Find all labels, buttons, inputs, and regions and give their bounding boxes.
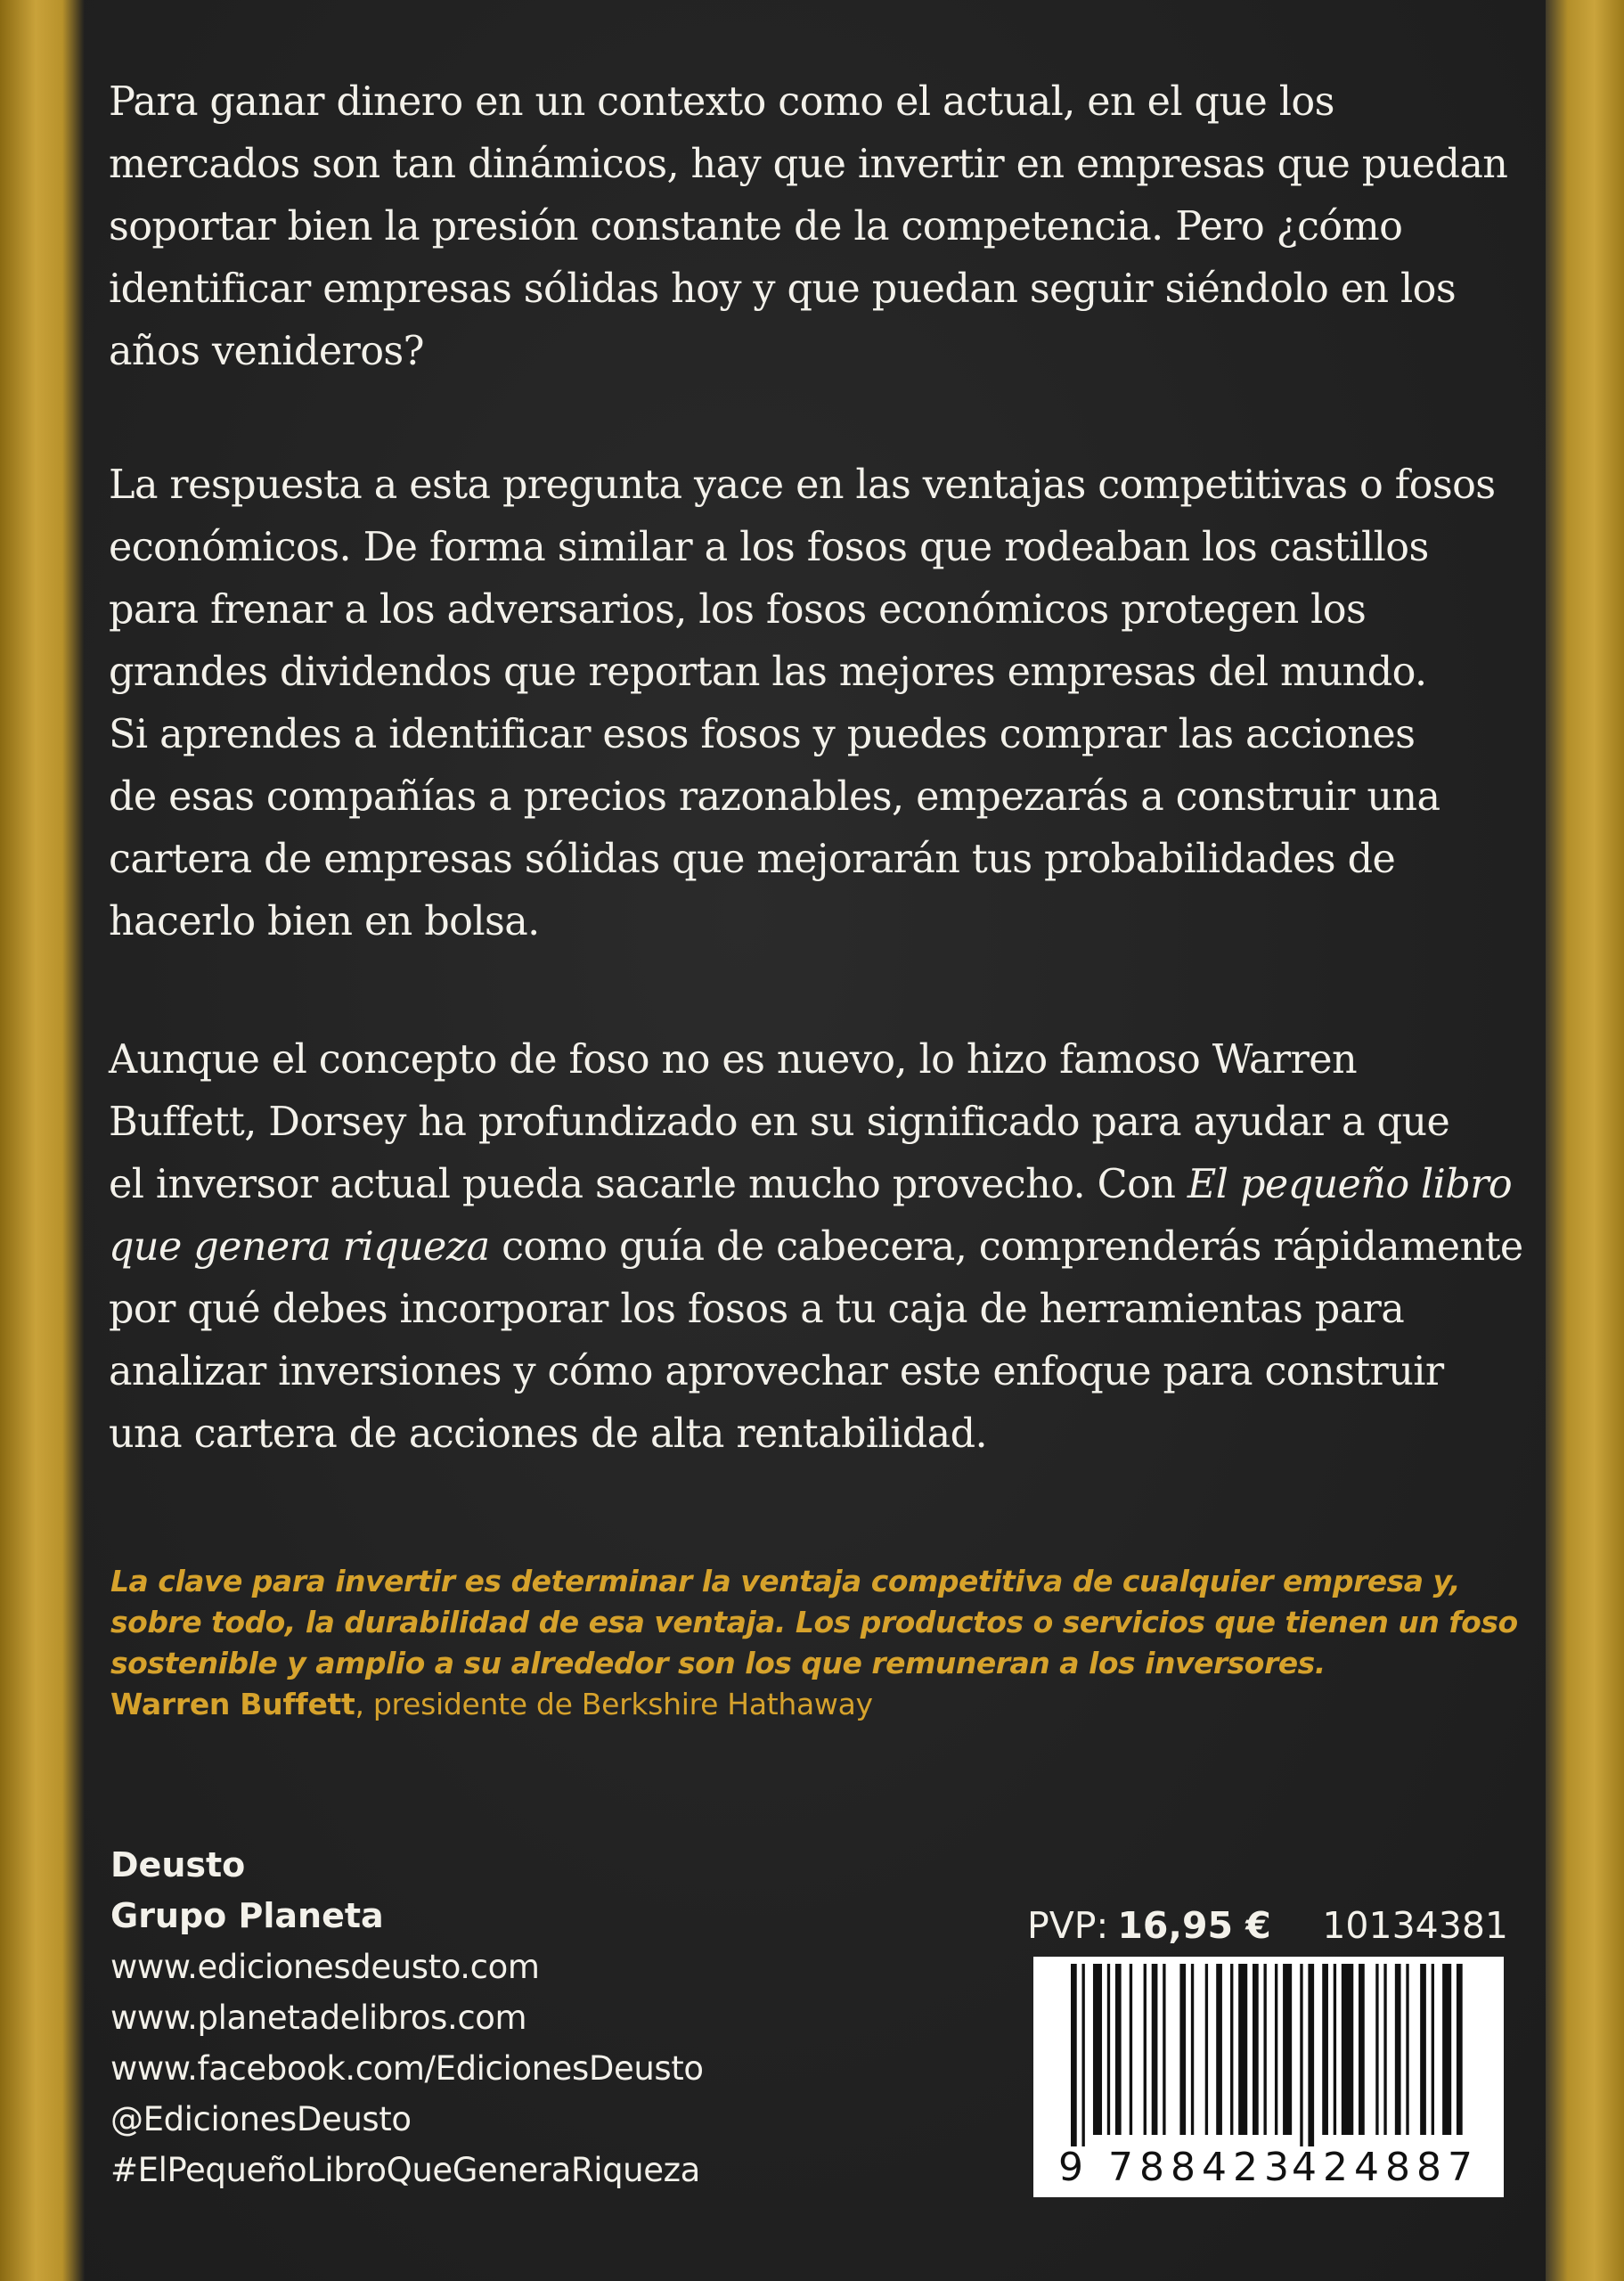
blurb-line: para frenar a los adversarios, los fosos económicos protegen los xyxy=(109,587,1367,633)
facebook-link: www.facebook.com/EdicionesDeusto xyxy=(110,2049,704,2088)
barcode-bar xyxy=(1406,1964,1408,2135)
blurb-line: La respuesta a esta pregunta yace en las ventajas competitivas o fosos xyxy=(109,462,1496,508)
barcode-bar xyxy=(1205,1964,1208,2135)
price-value: 16,95 € xyxy=(1117,1904,1271,1947)
barcode-bar xyxy=(1322,1964,1328,2135)
quote-line: La clave para invertir es determinar la ventaja competitiva de cualquier empresa y, xyxy=(110,1564,1460,1598)
quote-attribution xyxy=(110,1684,1500,1725)
blurb-paragraph-2 xyxy=(109,454,1498,953)
blurb-line: mercados son tan dinámicos, hay que invertir en empresas que puedan xyxy=(109,142,1508,187)
barcode-bar xyxy=(1308,1964,1314,2146)
barcode-bar xyxy=(1107,1964,1110,2135)
barcode-bar xyxy=(1093,1964,1102,2135)
blurb-paragraph-3 xyxy=(109,1029,1523,1466)
barcode-bars xyxy=(1033,1957,1504,2148)
barcode-bar xyxy=(1300,1964,1302,2146)
blurb-line: hacerlo bien en bolsa. xyxy=(109,899,540,944)
blurb-line: por qué debes incorporar los fosos a tu caja de herramientas para xyxy=(109,1287,1405,1332)
blurb-paragraph-1 xyxy=(109,71,1508,383)
barcode-bar xyxy=(1238,1964,1247,2135)
endorsement-quote xyxy=(110,1561,1518,1725)
price-row xyxy=(1027,1899,1508,1952)
blurb-line: soportar bien la presión constante de la competencia. Pero ¿cómo xyxy=(109,204,1403,249)
publisher-website: www.edicionesdeusto.com xyxy=(110,1948,540,1986)
blurb-line: Si aprendes a identificar esos fosos y puedes comprar las acciones xyxy=(109,712,1416,757)
barcode-bar xyxy=(1395,1964,1401,2135)
barcode-bar xyxy=(1383,1964,1386,2135)
barcode-digit-group: 788423 xyxy=(1108,2145,1295,2190)
blurb-text: como guía de cabecera, comprenderás rápidamente xyxy=(489,1224,1523,1270)
blurb-line: cartera de empresas sólidas que mejorarán tus probabilidades de xyxy=(109,837,1396,882)
barcode-bar xyxy=(1342,1964,1353,2135)
blurb-line xyxy=(109,1216,1523,1279)
barcode-bar xyxy=(1115,1964,1122,2135)
barcode-digit-group: 424887 xyxy=(1292,2145,1479,2190)
barcode-bar xyxy=(1334,1964,1336,2135)
publisher-block xyxy=(110,1840,704,2195)
hashtag: #ElPequeñoLibroQueGeneraRiqueza xyxy=(110,2151,700,2189)
quote-line: sostenible y amplio a su alrededor son los que remuneran a los inversores. xyxy=(110,1646,1326,1680)
barcode-bar xyxy=(1130,1964,1132,2135)
blurb-text: el inversor actual pueda sacarle mucho provecho. Con xyxy=(109,1162,1187,1207)
quote-author: Warren Buffett xyxy=(110,1687,355,1721)
blurb-line: Para ganar dinero en un contexto como el actual, en el que los xyxy=(109,79,1334,125)
barcode-bar xyxy=(1420,1964,1426,2135)
planeta-website: www.planetadelibros.com xyxy=(110,1999,527,2037)
barcode-bar xyxy=(1283,1964,1292,2135)
blurb-line: identificar empresas sólidas hoy y que puedan seguir siéndolo en los xyxy=(109,266,1457,312)
blurb-line: una cartera de acciones de alta rentabilidad. xyxy=(109,1411,988,1457)
barcode-bar xyxy=(1071,1964,1077,2146)
blurb-line: económicos. De forma similar a los fosos que rodeaban los castillos xyxy=(109,525,1429,570)
barcode-bar xyxy=(1263,1964,1266,2135)
quote-author-role: , presidente de Berkshire Hathaway xyxy=(355,1687,873,1721)
barcode-bar xyxy=(1359,1964,1365,2135)
publisher-group: Grupo Planeta xyxy=(110,1896,384,1935)
blurb-line: analizar inversiones y cómo aprovechar este enfoque para construir xyxy=(109,1349,1444,1394)
barcode-bar xyxy=(1275,1964,1277,2135)
barcode-bar xyxy=(1152,1964,1158,2135)
blurb-line: Buffett, Dorsey ha profundizado en su significado para ayudar a que xyxy=(109,1100,1450,1145)
blurb-line: de esas compañías a precios razonables, empezarás a construir una xyxy=(109,774,1440,820)
product-code: 10134381 xyxy=(1322,1904,1508,1947)
barcode-bar xyxy=(1442,1964,1451,2135)
blurb-line: años venideros? xyxy=(109,329,424,374)
blurb-line xyxy=(109,1154,1513,1216)
barcode-bar xyxy=(1432,1964,1434,2135)
barcode-bar xyxy=(1230,1964,1233,2135)
barcode-bar xyxy=(1191,1964,1194,2135)
barcode-digits xyxy=(1033,2142,1504,2194)
barcode-bar xyxy=(1457,1964,1463,2135)
barcode-bar xyxy=(1081,1964,1084,2146)
barcode-bar xyxy=(1163,1964,1165,2135)
social-handle: @EdicionesDeusto xyxy=(110,2100,412,2138)
barcode-bar xyxy=(1375,1964,1378,2135)
blurb-line: Aunque el concepto de foso no es nuevo, lo hizo famoso Warren xyxy=(109,1037,1358,1083)
barcode-bar xyxy=(1144,1964,1147,2135)
publisher-name: Deusto xyxy=(110,1845,246,1884)
book-title-italic: El pequeño libro xyxy=(1187,1162,1513,1207)
isbn-barcode xyxy=(1033,1957,1504,2197)
barcode-bar xyxy=(1216,1964,1222,2135)
blurb-line: grandes dividendos que reportan las mejores empresas del mundo. xyxy=(109,650,1427,695)
barcode-digit-group: 9 xyxy=(1058,2145,1083,2190)
barcode-bar xyxy=(1179,1964,1186,2135)
price-label: PVP: xyxy=(1027,1904,1109,1947)
quote-line: sobre todo, la durabilidad de esa ventaja. Los productos o servicios que tienen un foso xyxy=(110,1605,1518,1639)
book-title-italic: que genera riqueza xyxy=(109,1224,490,1270)
barcode-bar xyxy=(1253,1964,1259,2135)
